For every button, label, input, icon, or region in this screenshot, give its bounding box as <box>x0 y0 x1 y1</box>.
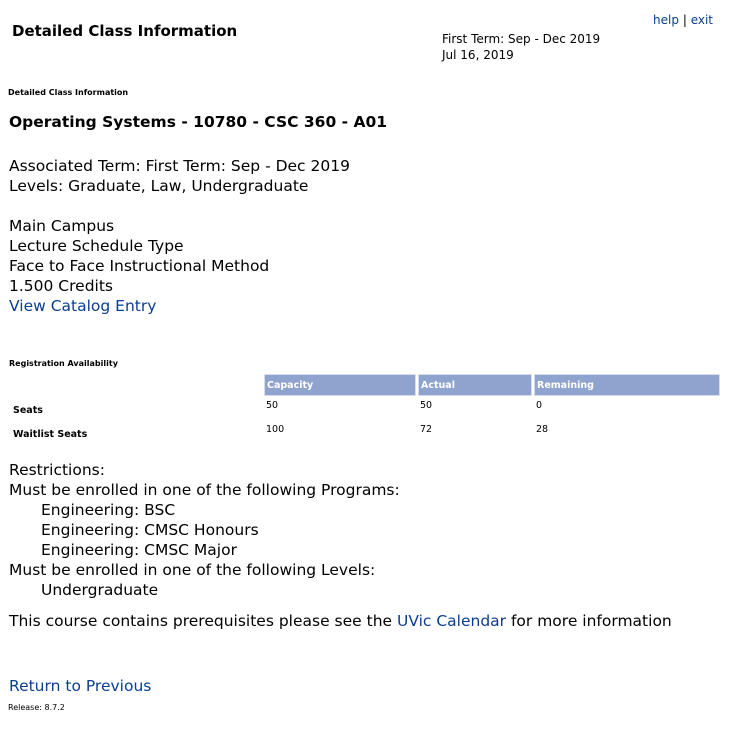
programs-intro: Must be enrolled in one of the following Programs: <box>9 481 400 499</box>
exit-link[interactable]: exit <box>690 13 713 27</box>
help-link[interactable]: help <box>653 13 679 27</box>
term-info <box>442 31 600 63</box>
program-item: Engineering: CMSC Honours <box>41 521 259 539</box>
view-catalog-link[interactable]: View Catalog Entry <box>9 297 157 315</box>
actual-header: Actual <box>418 374 532 396</box>
return-to-previous-link[interactable]: Return to Previous <box>9 677 152 695</box>
levels: Levels: Graduate, Law, Undergraduate <box>9 177 309 195</box>
instructional-method: Face to Face Instructional Method <box>9 257 270 275</box>
availability-table <box>9 372 722 446</box>
uvic-calendar-link[interactable]: UVic Calendar <box>396 612 507 630</box>
remaining-cell: 28 <box>536 424 549 435</box>
associated-term: Associated Term: First Term: Sep - Dec 2019 <box>9 157 350 175</box>
prerequisites-note <box>9 612 672 630</box>
release-version: Release: 8.7.2 <box>8 703 65 712</box>
table-row <box>11 422 720 444</box>
section-label: Detailed Class Information <box>8 88 129 97</box>
levels-intro: Must be enrolled in one of the following Levels: <box>9 561 376 579</box>
restrictions <box>9 460 400 600</box>
remaining-cell: 0 <box>536 400 543 411</box>
capacity-cell: 100 <box>266 424 285 435</box>
level-item: Undergraduate <box>41 581 159 599</box>
link-separator: | <box>682 13 687 27</box>
remaining-header: Remaining <box>534 374 720 396</box>
class-details <box>9 216 269 316</box>
availability-title: Registration Availability <box>9 359 118 368</box>
schedule-type: Lecture Schedule Type <box>9 237 184 255</box>
current-term: First Term: Sep - Dec 2019 <box>442 32 601 46</box>
actual-cell: 50 <box>420 400 433 411</box>
table-row <box>11 398 720 420</box>
class-title: Operating Systems - 10780 - CSC 360 - A01 <box>9 113 388 131</box>
program-item: Engineering: CMSC Major <box>41 541 237 559</box>
capacity-header: Capacity <box>264 374 416 396</box>
restrictions-title: Restrictions: <box>9 461 105 479</box>
current-date: Jul 16, 2019 <box>442 48 514 62</box>
prereq-text-before: This course contains prerequisites please see the <box>9 612 397 630</box>
credits: 1.500 Credits <box>9 277 113 295</box>
capacity-cell: 50 <box>266 400 279 411</box>
page-title: Detailed Class Information <box>12 22 238 40</box>
header-spacer <box>11 374 262 396</box>
row-label: Waitlist Seats <box>13 429 88 440</box>
actual-cell: 72 <box>420 424 433 435</box>
program-item: Engineering: BSC <box>41 501 176 519</box>
top-links <box>653 13 713 27</box>
term-block <box>9 156 350 196</box>
prereq-text-after: for more information <box>506 612 672 630</box>
campus: Main Campus <box>9 217 115 235</box>
row-label: Seats <box>13 405 43 416</box>
table-header-row <box>11 374 720 396</box>
